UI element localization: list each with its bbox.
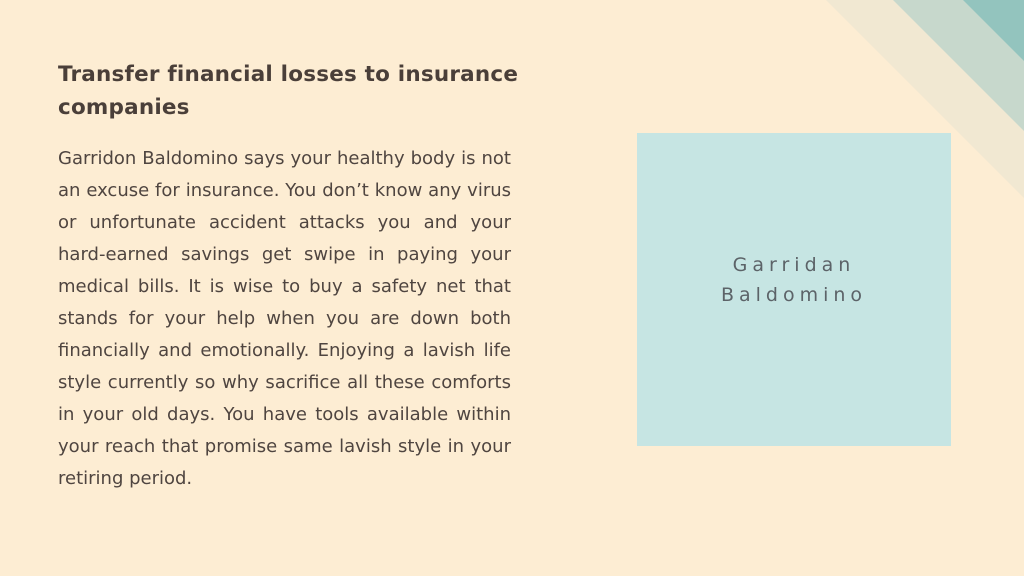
slide-title: Transfer financial losses to insurance companies (58, 62, 519, 120)
name-card (637, 133, 951, 446)
card-name-label: Garridan Baldomino (720, 253, 868, 306)
slide-body-text: Garridon Baldomino says your healthy body is not an excuse for insurance. You don’t know any virus or unfortunate accident attacks you and your hard-earned savings get swipe in paying your medical bills. It is wise to buy a safety net that stands for your help when you are down both financially and emotionally. Enjoying a lavish life style currently so why sacrifice all these comforts in your old days. You have tools available within your reach that promise same lavish style in your retiring period. (58, 148, 511, 489)
